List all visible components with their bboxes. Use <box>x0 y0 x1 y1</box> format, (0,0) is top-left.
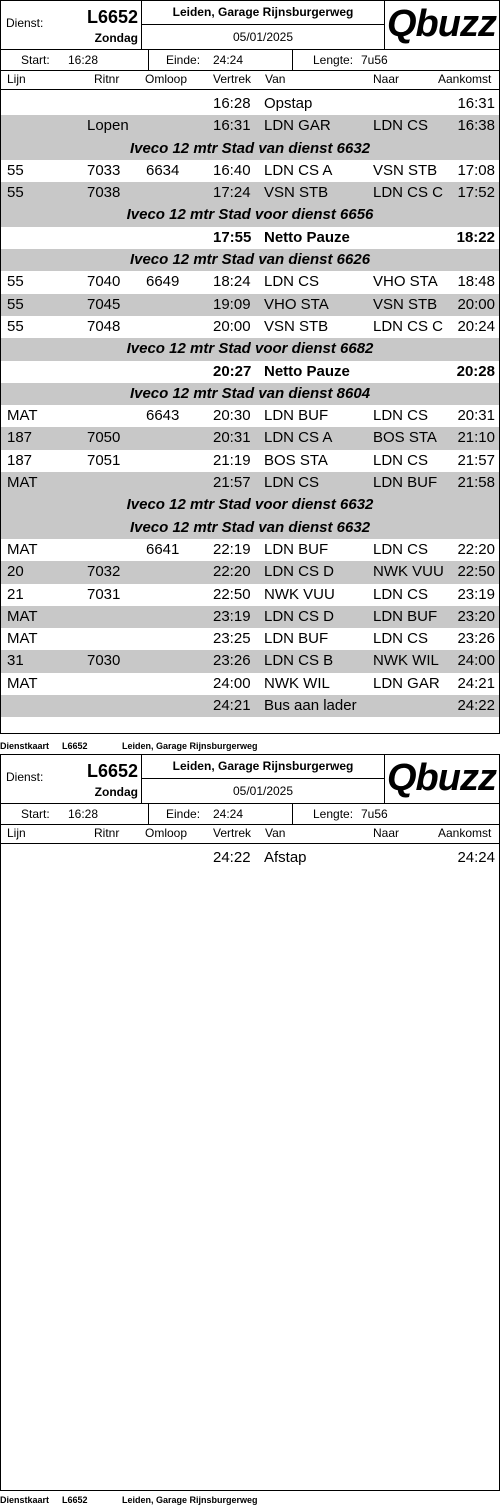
cell-aankomst: 21:10 <box>457 429 495 447</box>
cell-lijn: MAT <box>7 674 38 692</box>
cell-aankomst: 16:31 <box>457 95 495 112</box>
lengte-label: Lengte: <box>313 53 354 67</box>
logo-cell <box>385 755 499 803</box>
trip-row <box>1 606 499 628</box>
cell-naar: LDN CS <box>373 407 429 425</box>
trip-row <box>1 847 499 869</box>
cell-van: LDN BUF <box>264 540 329 558</box>
cell-lijn: 20 <box>7 563 24 581</box>
cell-vertrek: 23:26 <box>213 652 251 670</box>
dienst-cell <box>1 1 142 49</box>
dienst-cell <box>1 755 142 803</box>
bus-assignment-label: Iveco 12 mtr Stad voor dienst 6682 <box>126 340 374 358</box>
date: 05/01/2025 <box>232 784 294 798</box>
cell-aankomst: 23:19 <box>457 585 495 603</box>
cell-ritnr: 7033 <box>87 161 121 179</box>
footer-label: Dienstkaart <box>0 741 50 751</box>
location-date-cell <box>142 1 385 49</box>
cell-lijn: 55 <box>7 295 24 313</box>
lengte-cell <box>293 50 499 70</box>
cell-aankomst: 23:20 <box>457 607 495 625</box>
bus-assignment-label: Iveco 12 mtr Stad van dienst 8604 <box>129 384 371 402</box>
col-van: Van <box>265 72 286 86</box>
header <box>1 1 499 50</box>
cell-ritnr: 7031 <box>87 585 121 603</box>
cell-naar: VSN STB <box>373 295 438 313</box>
cell-van: VSN STB <box>264 184 329 202</box>
bus-assignment-row <box>1 338 499 360</box>
cell-naar: LDN CS <box>373 451 429 469</box>
cell-naar: LDN CS C <box>373 184 444 202</box>
einde-time: 24:24 <box>213 807 244 821</box>
cell-lijn: 187 <box>7 451 33 469</box>
cell-vertrek: 24:00 <box>213 674 251 692</box>
bus-assignment-label: Iveco 12 mtr Stad van dienst 6632 <box>129 139 371 157</box>
pause-row <box>1 227 499 249</box>
cell-lijn: 31 <box>7 652 24 670</box>
bus-assignment-label: Iveco 12 mtr Stad voor dienst 6632 <box>126 496 374 514</box>
cell-lijn: 21 <box>7 585 24 603</box>
cell-lijn: MAT <box>7 540 38 558</box>
cell-vertrek: 20:30 <box>213 407 251 425</box>
col-lijn: Lijn <box>7 826 26 840</box>
cell-van: LDN BUF <box>264 630 329 648</box>
cell-lijn: 187 <box>7 429 33 447</box>
cell-lijn: 55 <box>7 184 24 202</box>
cell-naar: BOS STA <box>373 429 437 447</box>
einde-cell <box>149 804 293 824</box>
einde-time: 24:24 <box>213 53 244 67</box>
start-cell <box>1 804 149 824</box>
cell-aankomst: 24:00 <box>457 652 495 670</box>
cell-aankomst: 22:50 <box>457 563 495 581</box>
footer-location: Leiden, Garage Rijnsburgerweg <box>122 1495 258 1505</box>
cell-van: LDN GAR <box>264 117 331 135</box>
cell-naar: VHO STA <box>373 273 438 291</box>
cell-lijn: 55 <box>7 161 24 179</box>
cell-naar: LDN BUF <box>373 474 438 492</box>
footer-label: Dienstkaart <box>0 1495 50 1505</box>
cell-van: LDN CS A <box>264 161 333 179</box>
cell-aankomst: 20:24 <box>457 317 495 335</box>
page-frame <box>0 754 500 1491</box>
location-date-cell <box>142 755 385 803</box>
dienst-label: Dienst: <box>6 16 44 30</box>
cell-naar: NWK WIL <box>373 652 439 670</box>
dienst-number: L6652 <box>86 7 138 27</box>
col-omloop: Omloop <box>145 72 188 86</box>
cell-ritnr: 7051 <box>87 451 121 469</box>
location: Leiden, Garage Rijnsburgerweg <box>142 1 384 25</box>
cell-naar: LDN BUF <box>373 607 438 625</box>
start-time: 16:28 <box>68 807 99 821</box>
cell-vertrek: 23:25 <box>213 630 251 648</box>
bus-assignment-label: Iveco 12 mtr Stad van dienst 6626 <box>129 251 371 269</box>
bus-assignment-label: Iveco 12 mtr Stad voor dienst 6656 <box>126 206 374 224</box>
col-van: Van <box>265 826 286 840</box>
cell-naar: LDN GAR <box>373 674 440 692</box>
cell-van: Afstap <box>264 849 307 866</box>
cell-van: BOS STA <box>264 451 328 469</box>
footer-dienst: L6652 <box>62 741 88 751</box>
cell-vertrek: 22:20 <box>213 563 251 581</box>
cell-van: NWK WIL <box>264 674 330 692</box>
cell-lijn: MAT <box>7 607 38 625</box>
cell-aankomst: 17:52 <box>457 184 495 202</box>
cell-aankomst: 20:31 <box>457 407 495 425</box>
cell-van: LDN CS D <box>264 607 335 625</box>
cell-aankomst: 24:22 <box>457 697 495 715</box>
cell-ritnr: 7050 <box>87 429 121 447</box>
cell-aankomst: 23:26 <box>457 630 495 648</box>
start-cell <box>1 50 149 70</box>
start-time: 16:28 <box>68 53 99 67</box>
trip-row <box>1 472 499 494</box>
trip-row <box>1 539 499 561</box>
cell-ritnr: 7030 <box>87 652 121 670</box>
col-vertrek: Vertrek <box>213 72 252 86</box>
cell-vertrek: 19:09 <box>213 295 251 313</box>
trip-row <box>1 584 499 606</box>
cell-van: LDN CS B <box>264 652 334 670</box>
time-summary <box>1 804 499 825</box>
cell-naar: NWK VUU <box>373 563 444 581</box>
cell-vertrek: 20:31 <box>213 429 251 447</box>
cell-van: Netto Pauze <box>264 362 350 380</box>
cell-vertrek: 21:19 <box>213 451 251 469</box>
dienst-day: Zondag <box>94 31 138 45</box>
einde-label: Einde: <box>166 807 201 821</box>
location: Leiden, Garage Rijnsburgerweg <box>142 755 384 779</box>
cell-omloop: 6634 <box>146 161 180 179</box>
bus-assignment-label: Iveco 12 mtr Stad van dienst 6632 <box>129 518 371 536</box>
trip-row <box>1 271 499 293</box>
cell-van: LDN BUF <box>264 407 329 425</box>
cell-vertrek: 17:55 <box>213 228 252 246</box>
bus-assignment-row <box>1 204 499 226</box>
col-vertrek: Vertrek <box>213 826 252 840</box>
cell-ritnr: Lopen <box>87 117 129 135</box>
start-label: Start: <box>21 53 50 67</box>
cell-lijn: MAT <box>7 630 38 648</box>
trip-row <box>1 294 499 316</box>
lengte-value: 7u56 <box>361 53 388 67</box>
cell-aankomst: 20:28 <box>456 362 495 380</box>
cell-van: LDN CS D <box>264 563 335 581</box>
trip-row <box>1 673 499 695</box>
time-summary <box>1 50 499 71</box>
cell-ritnr: 7040 <box>87 273 121 291</box>
pause-row <box>1 361 499 383</box>
cell-lijn: MAT <box>7 474 38 492</box>
cell-omloop: 6649 <box>146 273 180 291</box>
trip-row <box>1 695 499 717</box>
trip-row <box>1 316 499 338</box>
footer-dienst: L6652 <box>62 1495 88 1505</box>
cell-omloop: 6643 <box>146 407 180 425</box>
cell-aankomst: 18:48 <box>457 273 495 291</box>
cell-ritnr: 7045 <box>87 295 121 313</box>
cell-lijn: 55 <box>7 273 24 291</box>
cell-van: VSN STB <box>264 317 329 335</box>
cell-naar: VSN STB <box>373 161 438 179</box>
cell-van: LDN CS <box>264 273 320 291</box>
lengte-label: Lengte: <box>313 807 354 821</box>
cell-van: Opstap <box>264 95 313 112</box>
cell-naar: LDN CS C <box>373 317 444 335</box>
col-naar: Naar <box>373 826 400 840</box>
cell-van: Netto Pauze <box>264 228 350 246</box>
cell-aankomst: 18:22 <box>456 228 495 246</box>
bus-assignment-row <box>1 249 499 271</box>
cell-vertrek: 22:19 <box>213 540 251 558</box>
cell-ritnr: 7048 <box>87 317 121 335</box>
trip-table <box>1 93 499 717</box>
cell-aankomst: 24:21 <box>457 674 495 692</box>
col-aankomst: Aankomst <box>438 826 492 840</box>
qbuzz-logo: Qbuzz <box>387 3 496 45</box>
trip-row <box>1 405 499 427</box>
cell-vertrek: 20:27 <box>213 362 252 380</box>
col-aankomst: Aankomst <box>438 72 492 86</box>
trip-row <box>1 628 499 650</box>
cell-naar: LDN CS <box>373 630 429 648</box>
col-naar: Naar <box>373 72 400 86</box>
trip-row <box>1 160 499 182</box>
einde-label: Einde: <box>166 53 201 67</box>
page-frame <box>0 0 500 734</box>
cell-aankomst: 20:00 <box>457 295 495 313</box>
col-omloop: Omloop <box>145 826 188 840</box>
trip-row <box>1 650 499 672</box>
cell-vertrek: 23:19 <box>213 607 251 625</box>
trip-row <box>1 182 499 204</box>
column-header <box>1 71 499 90</box>
cell-lijn: 55 <box>7 317 24 335</box>
cell-lijn: MAT <box>7 407 38 425</box>
cell-ritnr: 7038 <box>87 184 121 202</box>
col-ritnr: Ritnr <box>94 826 120 840</box>
trip-row <box>1 450 499 472</box>
cell-aankomst: 21:58 <box>457 474 495 492</box>
cell-aankomst: 16:38 <box>457 117 495 135</box>
col-ritnr: Ritnr <box>94 72 120 86</box>
trip-row <box>1 427 499 449</box>
cell-omloop: 6641 <box>146 540 180 558</box>
dienst-label: Dienst: <box>6 770 44 784</box>
footer-location: Leiden, Garage Rijnsburgerweg <box>122 741 258 751</box>
cell-aankomst: 17:08 <box>457 161 495 179</box>
cell-vertrek: 20:00 <box>213 317 251 335</box>
einde-cell <box>149 50 293 70</box>
cell-van: NWK VUU <box>264 585 335 603</box>
cell-van: LDN CS A <box>264 429 333 447</box>
cell-van: LDN CS <box>264 474 320 492</box>
cell-van: Bus aan lader <box>264 697 357 715</box>
cell-aankomst: 24:24 <box>457 849 495 866</box>
trip-row <box>1 93 499 115</box>
col-lijn: Lijn <box>7 72 26 86</box>
lengte-cell <box>293 804 499 824</box>
cell-vertrek: 21:57 <box>213 474 251 492</box>
cell-ritnr: 7032 <box>87 563 121 581</box>
cell-vertrek: 18:24 <box>213 273 251 291</box>
dienst-day: Zondag <box>94 785 138 799</box>
logo-cell <box>385 1 499 49</box>
bus-assignment-row <box>1 517 499 539</box>
dienst-number: L6652 <box>86 761 138 781</box>
qbuzz-logo: Qbuzz <box>387 757 496 799</box>
column-header <box>1 825 499 844</box>
cell-vertrek: 22:50 <box>213 585 251 603</box>
lengte-value: 7u56 <box>361 807 388 821</box>
cell-vertrek: 24:22 <box>213 849 251 866</box>
bus-assignment-row <box>1 138 499 160</box>
cell-naar: LDN CS <box>373 585 429 603</box>
cell-vertrek: 16:31 <box>213 117 251 135</box>
trip-table <box>1 847 499 869</box>
cell-vertrek: 16:40 <box>213 161 251 179</box>
trip-row <box>1 115 499 137</box>
cell-vertrek: 17:24 <box>213 184 251 202</box>
trip-row <box>1 561 499 583</box>
cell-naar: LDN CS <box>373 540 429 558</box>
cell-vertrek: 16:28 <box>213 95 251 112</box>
date: 05/01/2025 <box>232 30 294 44</box>
cell-vertrek: 24:21 <box>213 697 251 715</box>
cell-aankomst: 21:57 <box>457 451 495 469</box>
bus-assignment-row <box>1 494 499 516</box>
cell-naar: LDN CS <box>373 117 429 135</box>
header <box>1 755 499 804</box>
bus-assignment-row <box>1 383 499 405</box>
cell-van: VHO STA <box>264 295 329 313</box>
cell-aankomst: 22:20 <box>457 540 495 558</box>
start-label: Start: <box>21 807 50 821</box>
